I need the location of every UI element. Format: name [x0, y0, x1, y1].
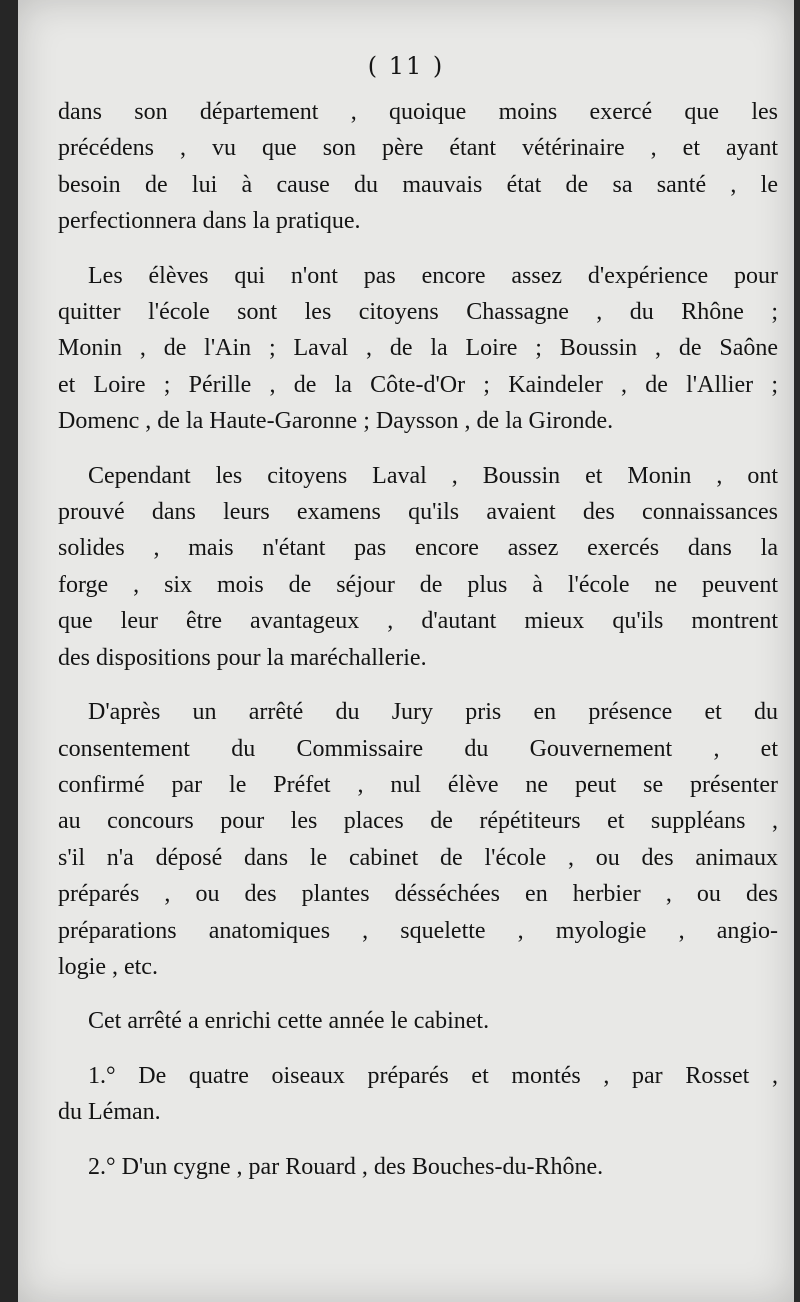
page-right-edge: [794, 0, 800, 1302]
paragraph-2: [58, 258, 778, 440]
page-number: ( 11 ): [367, 52, 445, 80]
text-line: forge , six mois de séjour de plus à l'école ne peuvent: [58, 571, 778, 598]
text-line: solides , mais n'étant pas encore assez exercés dans la: [58, 535, 778, 562]
page-text: [58, 94, 778, 1185]
text-line: perfectionnera dans la pratique.: [58, 208, 361, 235]
text-line: Cet arrêté a enrichi cette année le cabinet.: [88, 1008, 490, 1035]
list-item-2: [58, 1149, 778, 1185]
text-line: s'il n'a déposé dans le cabinet de l'école , ou des animaux: [58, 844, 778, 871]
text-line: et Loire ; Pérille , de la Côte-d'Or ; Kaindeler , de l'Allier ;: [58, 371, 778, 398]
paragraph-1: [58, 94, 778, 240]
text-line: consentement du Commissaire du Gouvernement , et: [58, 735, 778, 762]
text-line: Domenc , de la Haute-Garonne ; Daysson , de la Gironde.: [58, 408, 614, 435]
text-line: du Léman.: [58, 1099, 161, 1126]
text-line: D'après un arrêté du Jury pris en présence et du: [88, 699, 778, 726]
list-item-1: [58, 1058, 778, 1131]
text-line: logie , etc.: [58, 953, 158, 980]
page-left-edge: [0, 0, 18, 1302]
text-line: que leur être avantageux , d'autant mieux qu'ils montrent: [58, 608, 778, 635]
paragraph-4: [58, 694, 778, 985]
text-line: prouvé dans leurs examens qu'ils avaient des connaissances: [58, 499, 778, 526]
text-line: préparés , ou des plantes désséchées en herbier , ou des: [58, 881, 778, 908]
book-page: [18, 0, 794, 1302]
text-line: quitter l'école sont les citoyens Chassagne , du Rhône ;: [58, 299, 778, 326]
text-line: 1.° De quatre oiseaux préparés et montés , par Rosset ,: [88, 1062, 778, 1089]
text-line: Cependant les citoyens Laval , Boussin et Monin , ont: [88, 462, 778, 489]
text-line: Les élèves qui n'ont pas encore assez d'expérience pour: [88, 262, 778, 289]
paragraph-3: [58, 458, 778, 676]
text-line: besoin de lui à cause du mauvais état de sa santé , le: [58, 171, 778, 198]
text-line: dans son département , quoique moins exercé que les: [58, 99, 778, 125]
text-line: 2.° D'un cygne , par Rouard , des Bouches-du-Rhône.: [88, 1153, 604, 1180]
paragraph-5: [58, 1003, 778, 1039]
text-line: précédens , vu que son père étant vétérinaire , et ayant: [58, 135, 778, 162]
text-line: des dispositions pour la maréchallerie.: [58, 644, 427, 671]
text-line: au concours pour les places de répétiteurs et suppléans ,: [58, 808, 778, 835]
text-line: Monin , de l'Ain ; Laval , de la Loire ; Boussin , de Saône: [58, 335, 778, 362]
text-line: préparations anatomiques , squelette , myologie , angio-: [58, 917, 778, 944]
text-line: confirmé par le Préfet , nul élève ne peut se présenter: [58, 771, 778, 798]
